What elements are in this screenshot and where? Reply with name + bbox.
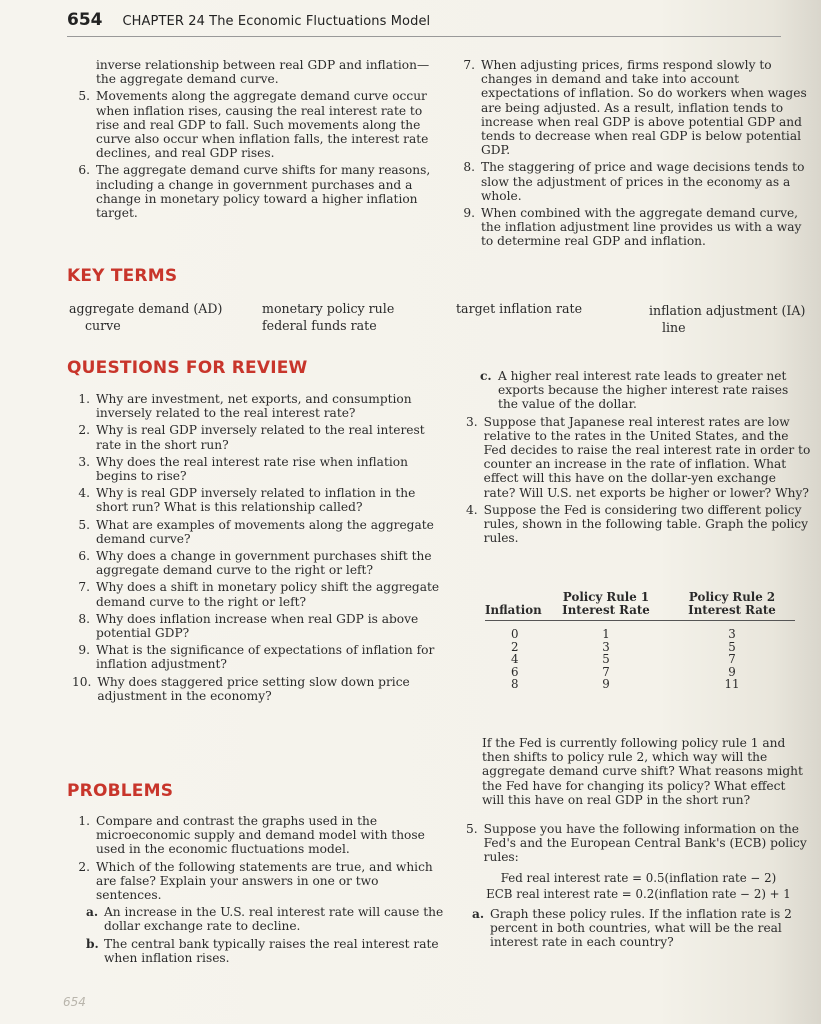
question-item: 10. Why does staggered price setting slow down price adjustment in the economy? bbox=[72, 674, 410, 703]
problem-subitem: a. Graph these policy rules. If the inflation rate is 2 percent in both countries, what will be the real interest rate in each country? bbox=[472, 907, 792, 950]
key-term-aggregate-demand: aggregate demand (AD) curve bbox=[69, 301, 223, 333]
question-item: 9. What is the significance of expectations of inflation for inflation adjustment? bbox=[78, 643, 435, 672]
question-item: 1. Why are investment, net exports, and consumption inversely related to the real interest rate? bbox=[78, 392, 412, 421]
questions-list bbox=[72, 392, 444, 706]
problem-item: 3. Suppose that Japanese real interest rates are low relative to the rates in the United States, and the Fed decides to raise the real interest rate in order to counter an increase in the rate of inflation. What effect will this have on the dollar-yen exchange rate? Will U.S. net exports be higher or lower? Why? bbox=[466, 414, 811, 500]
table-row: 6 7 9 bbox=[511, 664, 736, 679]
ecb-policy-equation: ECB real interest rate = 0.2(inflation rate − 2) + 1 bbox=[486, 886, 791, 901]
question-item: 8. Why does inflation increase when real GDP is above potential GDP? bbox=[78, 611, 419, 641]
summary-item: 8. The staggering of price and wage decisions tends to slow the adjustment of prices in the economy as a whole. bbox=[463, 160, 805, 203]
key-term-target-inflation: target inflation rate bbox=[456, 301, 583, 316]
page-number: 654 bbox=[67, 10, 103, 30]
problem-item: 4. Suppose the Fed is considering two different policy rules, shown in the following table. Graph the policy rules. bbox=[466, 502, 808, 546]
handwritten-mark: 654 bbox=[63, 995, 86, 1009]
question-item: 5. What are examples of movements along the aggregate demand curve? bbox=[78, 517, 434, 546]
column-header-policy-rule-2: Policy Rule 2 Interest Rate bbox=[669, 591, 795, 621]
summary-continuation: inverse relationship between real GDP and inflation—the aggregate demand curve. bbox=[96, 58, 430, 87]
questions-heading: QUESTIONS FOR REVIEW bbox=[67, 358, 308, 378]
summary-item: 6. The aggregate demand curve shifts for many reasons, including a change in government purchases and a change in monetary policy toward a higher inflation target. bbox=[78, 163, 431, 221]
key-term-monetary-policy: monetary policy rule federal funds rate bbox=[262, 301, 395, 333]
problem-subitem: b. The central bank typically raises the real interest rate when inflation rises. bbox=[86, 936, 439, 965]
page-header bbox=[67, 10, 430, 34]
summary-item: 7. When adjusting prices, firms respond slowly to changes in demand and take into account expectations of inflation. So do workers when wages are being adjusted. As a result, inflation tends to increase when real GDP is above potential GDP and tends to decrease when real GDP is below potential GDP. bbox=[463, 58, 807, 158]
table-row: 4 5 7 bbox=[511, 652, 736, 666]
table-row: 0 1 3 bbox=[511, 627, 736, 641]
problem-5 bbox=[466, 822, 811, 953]
chapter-title: CHAPTER 24 The Economic Fluctuations Model bbox=[122, 14, 431, 29]
fed-policy-equation: Fed real interest rate = 0.5(inflation rate − 2) bbox=[500, 870, 777, 885]
column-header-inflation: Inflation bbox=[485, 591, 543, 621]
header-divider bbox=[67, 36, 781, 37]
key-term-inflation-adjustment: inflation adjustment (IA) line bbox=[649, 303, 806, 335]
problem-item: 5. Suppose you have the following information on the Fed's and the European Central Bank's (ECB) policy rules: bbox=[466, 822, 807, 865]
key-terms-heading: KEY TERMS bbox=[67, 266, 178, 286]
table-row: 2 3 5 bbox=[511, 639, 736, 654]
question-item: 6. Why does a change in government purchases shift the aggregate demand curve to the right or left? bbox=[78, 549, 432, 578]
problems-left-column bbox=[72, 814, 444, 968]
question-item: 4. Why is real GDP inversely related to inflation in the short run? What is this relationship called? bbox=[78, 486, 416, 515]
column-header-policy-rule-1: Policy Rule 1 Interest Rate bbox=[543, 591, 669, 621]
summary-right-column bbox=[461, 58, 811, 252]
problem-subitem: a. An increase in the U.S. real interest rate will cause the dollar exchange rate to decline. bbox=[86, 905, 444, 934]
problem-item: 2. Which of the following statements are true, and which are false? Explain your answers in one or two sentences. bbox=[78, 859, 433, 903]
problems-heading: PROBLEMS bbox=[67, 781, 174, 801]
table-row: 8 9 11 bbox=[511, 677, 740, 691]
problems-right-column bbox=[466, 369, 811, 548]
summary-left-column bbox=[76, 58, 444, 223]
policy-rules-table bbox=[485, 591, 795, 691]
problem-4-followup: If the Fed is currently following policy rule 1 and then shifts to policy rule 2, which way will the aggregate demand curve shift? What reasons might the Fed have for changing its policy? What effect will this have on real GDP in the short run? bbox=[482, 736, 803, 807]
question-item: 2. Why is real GDP inversely related to the real interest rate in the short run? bbox=[78, 423, 425, 452]
question-item: 3. Why does the real interest rate rise when inflation begins to rise? bbox=[78, 454, 408, 484]
summary-item: 9. When combined with the aggregate demand curve, the inflation adjustment line provides us with a way to determine real GDP and inflation. bbox=[463, 206, 802, 249]
problem-subitem: c. A higher real interest rate leads to greater net exports because the higher interest rate raises the value of the dollar. bbox=[480, 369, 789, 412]
question-item: 7. Why does a shift in monetary policy shift the aggregate demand curve to the right or left? bbox=[78, 580, 440, 609]
summary-item: 5. Movements along the aggregate demand curve occur when inflation rises, causing the real interest rate to rise and real GDP to fall. Such movements along the curve also occur when inflation falls, the interest rate declines, and real GDP rises. bbox=[78, 89, 429, 161]
problem-item: 1. Compare and contrast the graphs used in the microeconomic supply and demand model with those used in the economic fluctuations model. bbox=[78, 814, 425, 857]
